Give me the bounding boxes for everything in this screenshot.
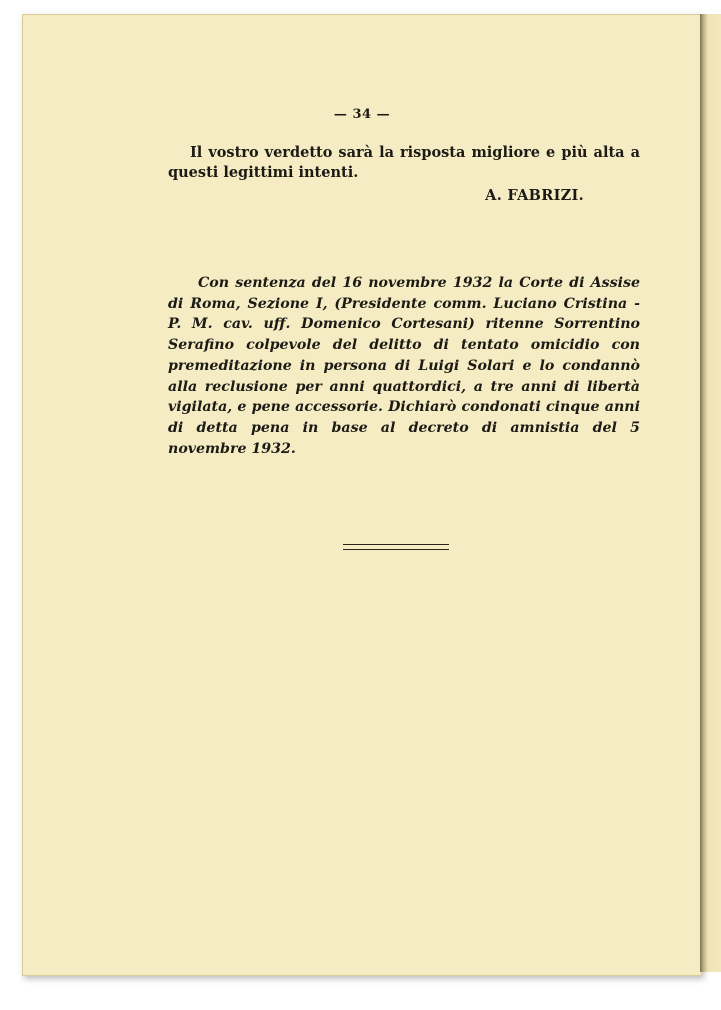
document-page — [22, 14, 702, 976]
signature: A. FABRIZI. — [485, 187, 584, 204]
sentence-paragraph: Con sentenza del 16 novembre 1932 la Corte di Assise di Roma, Sezione I, (Presidente comm. Luciano Cristina - P. M. cav. uff. Domenico Cortesani) ritenne Sorrentino Serafino colpevole del delitto di tentato omicidio con premeditazione in persona di Luigi Solari e lo condannò alla reclusione per anni quattordici, a tre anni di libertà vigilata, e pene accessorie. Dichiarò condonati cinque anni di detta pena in base al decreto di amnistia del 5 novembre 1932. — [168, 275, 640, 457]
page-number: — 34 — — [333, 107, 391, 122]
section-divider-bottom — [343, 549, 449, 550]
next-page-edge — [700, 14, 721, 972]
section-divider-top — [343, 544, 449, 545]
verdict-paragraph: Il vostro verdetto sarà la risposta migliore e più alta a questi legittimi intenti. — [168, 144, 640, 181]
